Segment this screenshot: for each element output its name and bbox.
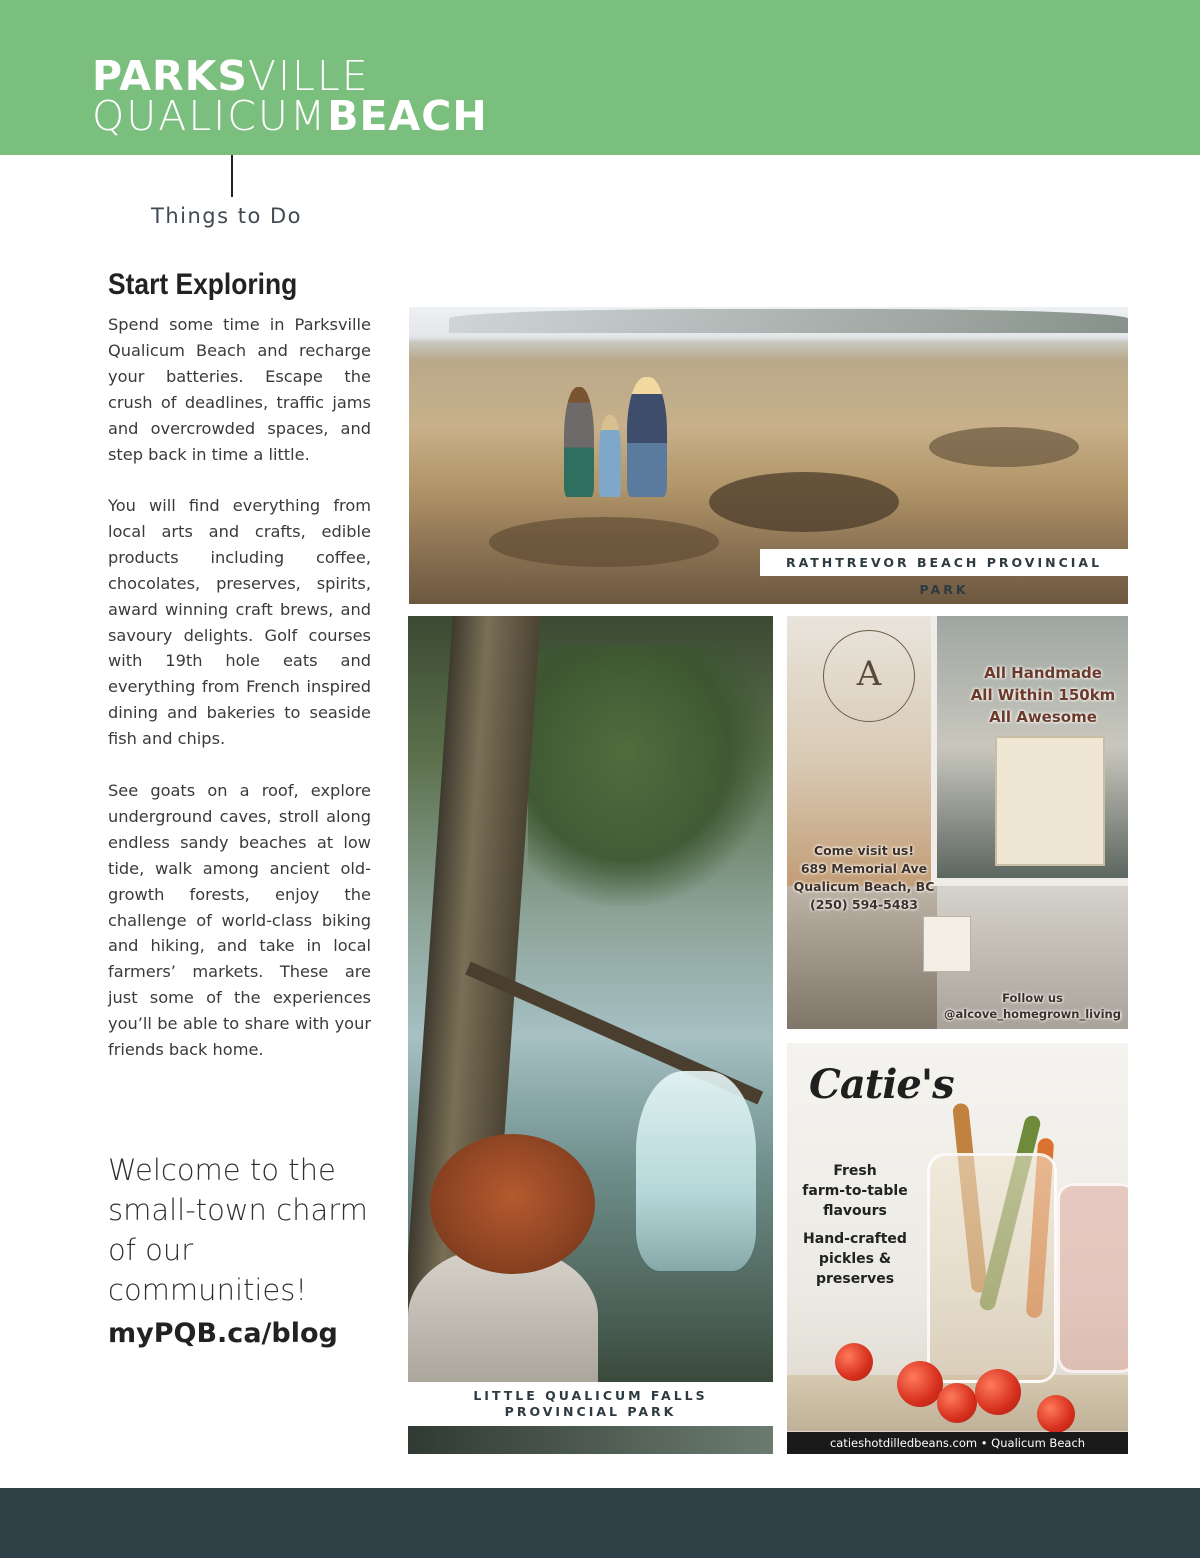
falls-caption: [408, 1382, 773, 1426]
tagline-line: preserves: [815, 1271, 895, 1287]
photo-driftwood: [929, 427, 1079, 467]
tagline-line: Hand-crafted: [803, 1231, 907, 1247]
photo-waterfall: [636, 1071, 756, 1271]
caties-ad[interactable]: [787, 1043, 1128, 1454]
phone-number: (250) 594-5483: [810, 897, 918, 912]
address-line: 689 Memorial Ave: [800, 861, 928, 876]
blog-link[interactable]: myPQB.ca/blog: [108, 1318, 338, 1349]
tagline-line: Fresh: [833, 1163, 877, 1179]
brand-qualicum: QUALICUM: [92, 92, 328, 140]
tote-bag-image: [995, 736, 1105, 866]
slogan-line: All Handmade: [984, 664, 1102, 682]
ad-jar-image: [1057, 1183, 1128, 1373]
caties-tagline: [797, 1229, 913, 1289]
alcove-slogan: [963, 662, 1123, 728]
intro-paragraph: Spend some time in Parksville Qualicum Beach and recharge your batteries. Escape the crush of deadlines, traffic jams and overcrowded spaces, and step back in time a little.: [108, 315, 371, 464]
follow-label: Follow us: [1002, 991, 1063, 1005]
falls-photo: [408, 616, 773, 1454]
intro-paragraph: See goats on a roof, explore underground caves, stroll along endless sandy beaches at low tide, walk among ancient old-growth forests, enjoy the challenge of world-class biking and hiking, and take in local farmers’ markets. These are just some of the experiences you’ll be able to share with your friends back home.: [108, 781, 371, 1060]
alcove-address: [789, 842, 939, 914]
photo-foliage: [528, 646, 773, 906]
brand-logo: [92, 52, 488, 140]
beach-caption: RATHTREVOR BEACH PROVINCIAL PARK: [760, 549, 1128, 576]
slogan-line: All Within 150km: [970, 686, 1116, 704]
brand-parks: PARKS: [92, 52, 248, 100]
alcove-logo-letter: A: [856, 654, 882, 694]
social-handle: @alcove_homegrown_living: [944, 1007, 1121, 1021]
photo-adult: [627, 377, 667, 497]
tomato-image: [1037, 1395, 1075, 1433]
photo-driftwood: [709, 472, 899, 532]
address-line: Qualicum Beach, BC: [793, 879, 935, 894]
welcome-message: Welcome to the small-town charm of our communities!: [108, 1153, 368, 1307]
alcove-ad[interactable]: [787, 616, 1128, 1029]
photo-child: [564, 387, 594, 497]
ad-jar-image: [927, 1153, 1057, 1383]
address-line: Come visit us!: [813, 843, 915, 858]
falls-caption-line1: LITTLE QUALICUM FALLS: [473, 1388, 708, 1403]
caties-website[interactable]: catieshotdilledbeans.com • Qualicum Beach: [787, 1432, 1128, 1454]
tagline-line: pickles &: [818, 1251, 892, 1267]
caties-tagline: [797, 1161, 913, 1221]
intro-title: Start Exploring: [108, 268, 298, 301]
photo-child: [599, 415, 621, 497]
alcove-social: [937, 990, 1128, 1022]
intro-paragraph: You will find everything from local arts and crafts, edible products including coffee, chocolates, preserves, spirits, award winning craft brews, and savoury delights. Golf courses with 19th hole eats and everything from French inspired dining and bakeries to seaside fish and chips.: [108, 496, 371, 749]
tagline-line: flavours: [823, 1203, 887, 1219]
brand-ville: VILLE: [247, 52, 370, 100]
brand-beach: BEACH: [327, 92, 488, 140]
shopping-bag-image: [923, 916, 971, 972]
photo-strip: [408, 1426, 773, 1454]
falls-caption-line2: PROVINCIAL PARK: [504, 1404, 677, 1419]
tomato-image: [835, 1343, 873, 1381]
page-footer: [0, 1488, 1200, 1558]
photo-person-hair: [430, 1134, 595, 1274]
header-banner: [0, 0, 1200, 155]
caties-logo: Catie's: [809, 1061, 954, 1108]
photo-driftwood: [489, 517, 719, 567]
beach-photo: [409, 307, 1128, 604]
section-divider: [231, 155, 233, 197]
photo-hills: [449, 309, 1128, 333]
tagline-line: farm-to-table: [802, 1183, 908, 1199]
section-label: Things to Do: [151, 204, 303, 228]
slogan-line: All Awesome: [989, 708, 1097, 726]
tomato-image: [937, 1383, 977, 1423]
tomato-image: [975, 1369, 1021, 1415]
